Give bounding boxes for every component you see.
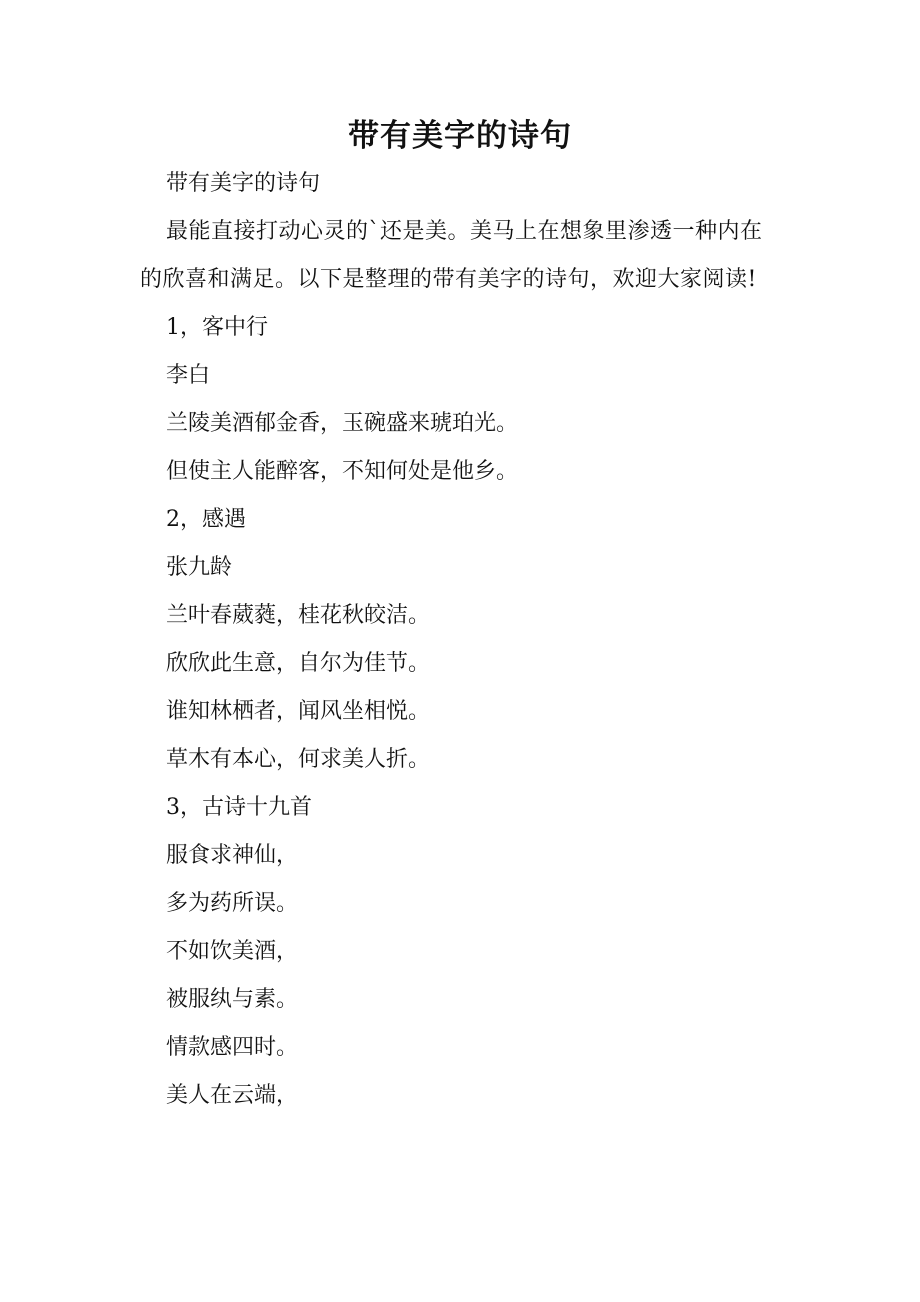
poem-3-line-1: 服食求神仙，: [166, 843, 299, 868]
document-subtitle: 带有美字的诗句: [166, 171, 321, 196]
document-body: [140, 160, 780, 1120]
poem-1-heading: 1，客中行: [166, 315, 268, 340]
poem-2-line-1: 兰叶春葳蕤，桂花秋皎洁。: [166, 603, 431, 628]
poem-2-line-2: 欣欣此生意，自尔为佳节。: [166, 651, 431, 676]
poem-3-line-4: 被服纨与素。: [166, 987, 299, 1012]
poem-3-line-6: 美人在云端，: [166, 1083, 299, 1108]
poem-2-line-3: 谁知林栖者，闻风坐相悦。: [166, 699, 431, 724]
poem-3-line-3: 不如饮美酒，: [166, 939, 299, 964]
poem-3-line-2: 多为药所误。: [166, 891, 299, 916]
poem-3-line-5: 情款感四时。: [166, 1035, 299, 1060]
poem-1-line-1: 兰陵美酒郁金香，玉碗盛来琥珀光。: [166, 411, 519, 436]
intro-paragraph: 最能直接打动心灵的`还是美。美马上在想象里渗透一种内在的欣喜和满足。以下是整理的带有美字的诗句，欢迎大家阅读!: [140, 219, 763, 292]
document-title: 带有美字的诗句: [348, 118, 572, 154]
poem-2-heading: 2，感遇: [166, 507, 246, 532]
poem-1-author: 李白: [166, 363, 211, 388]
poem-2-author: 张九龄: [166, 555, 233, 580]
poem-2-line-4: 草木有本心，何求美人折。: [166, 747, 431, 772]
poem-1-line-2: 但使主人能醉客，不知何处是他乡。: [166, 459, 519, 484]
poem-3-heading: 3，古诗十九首: [166, 795, 312, 820]
